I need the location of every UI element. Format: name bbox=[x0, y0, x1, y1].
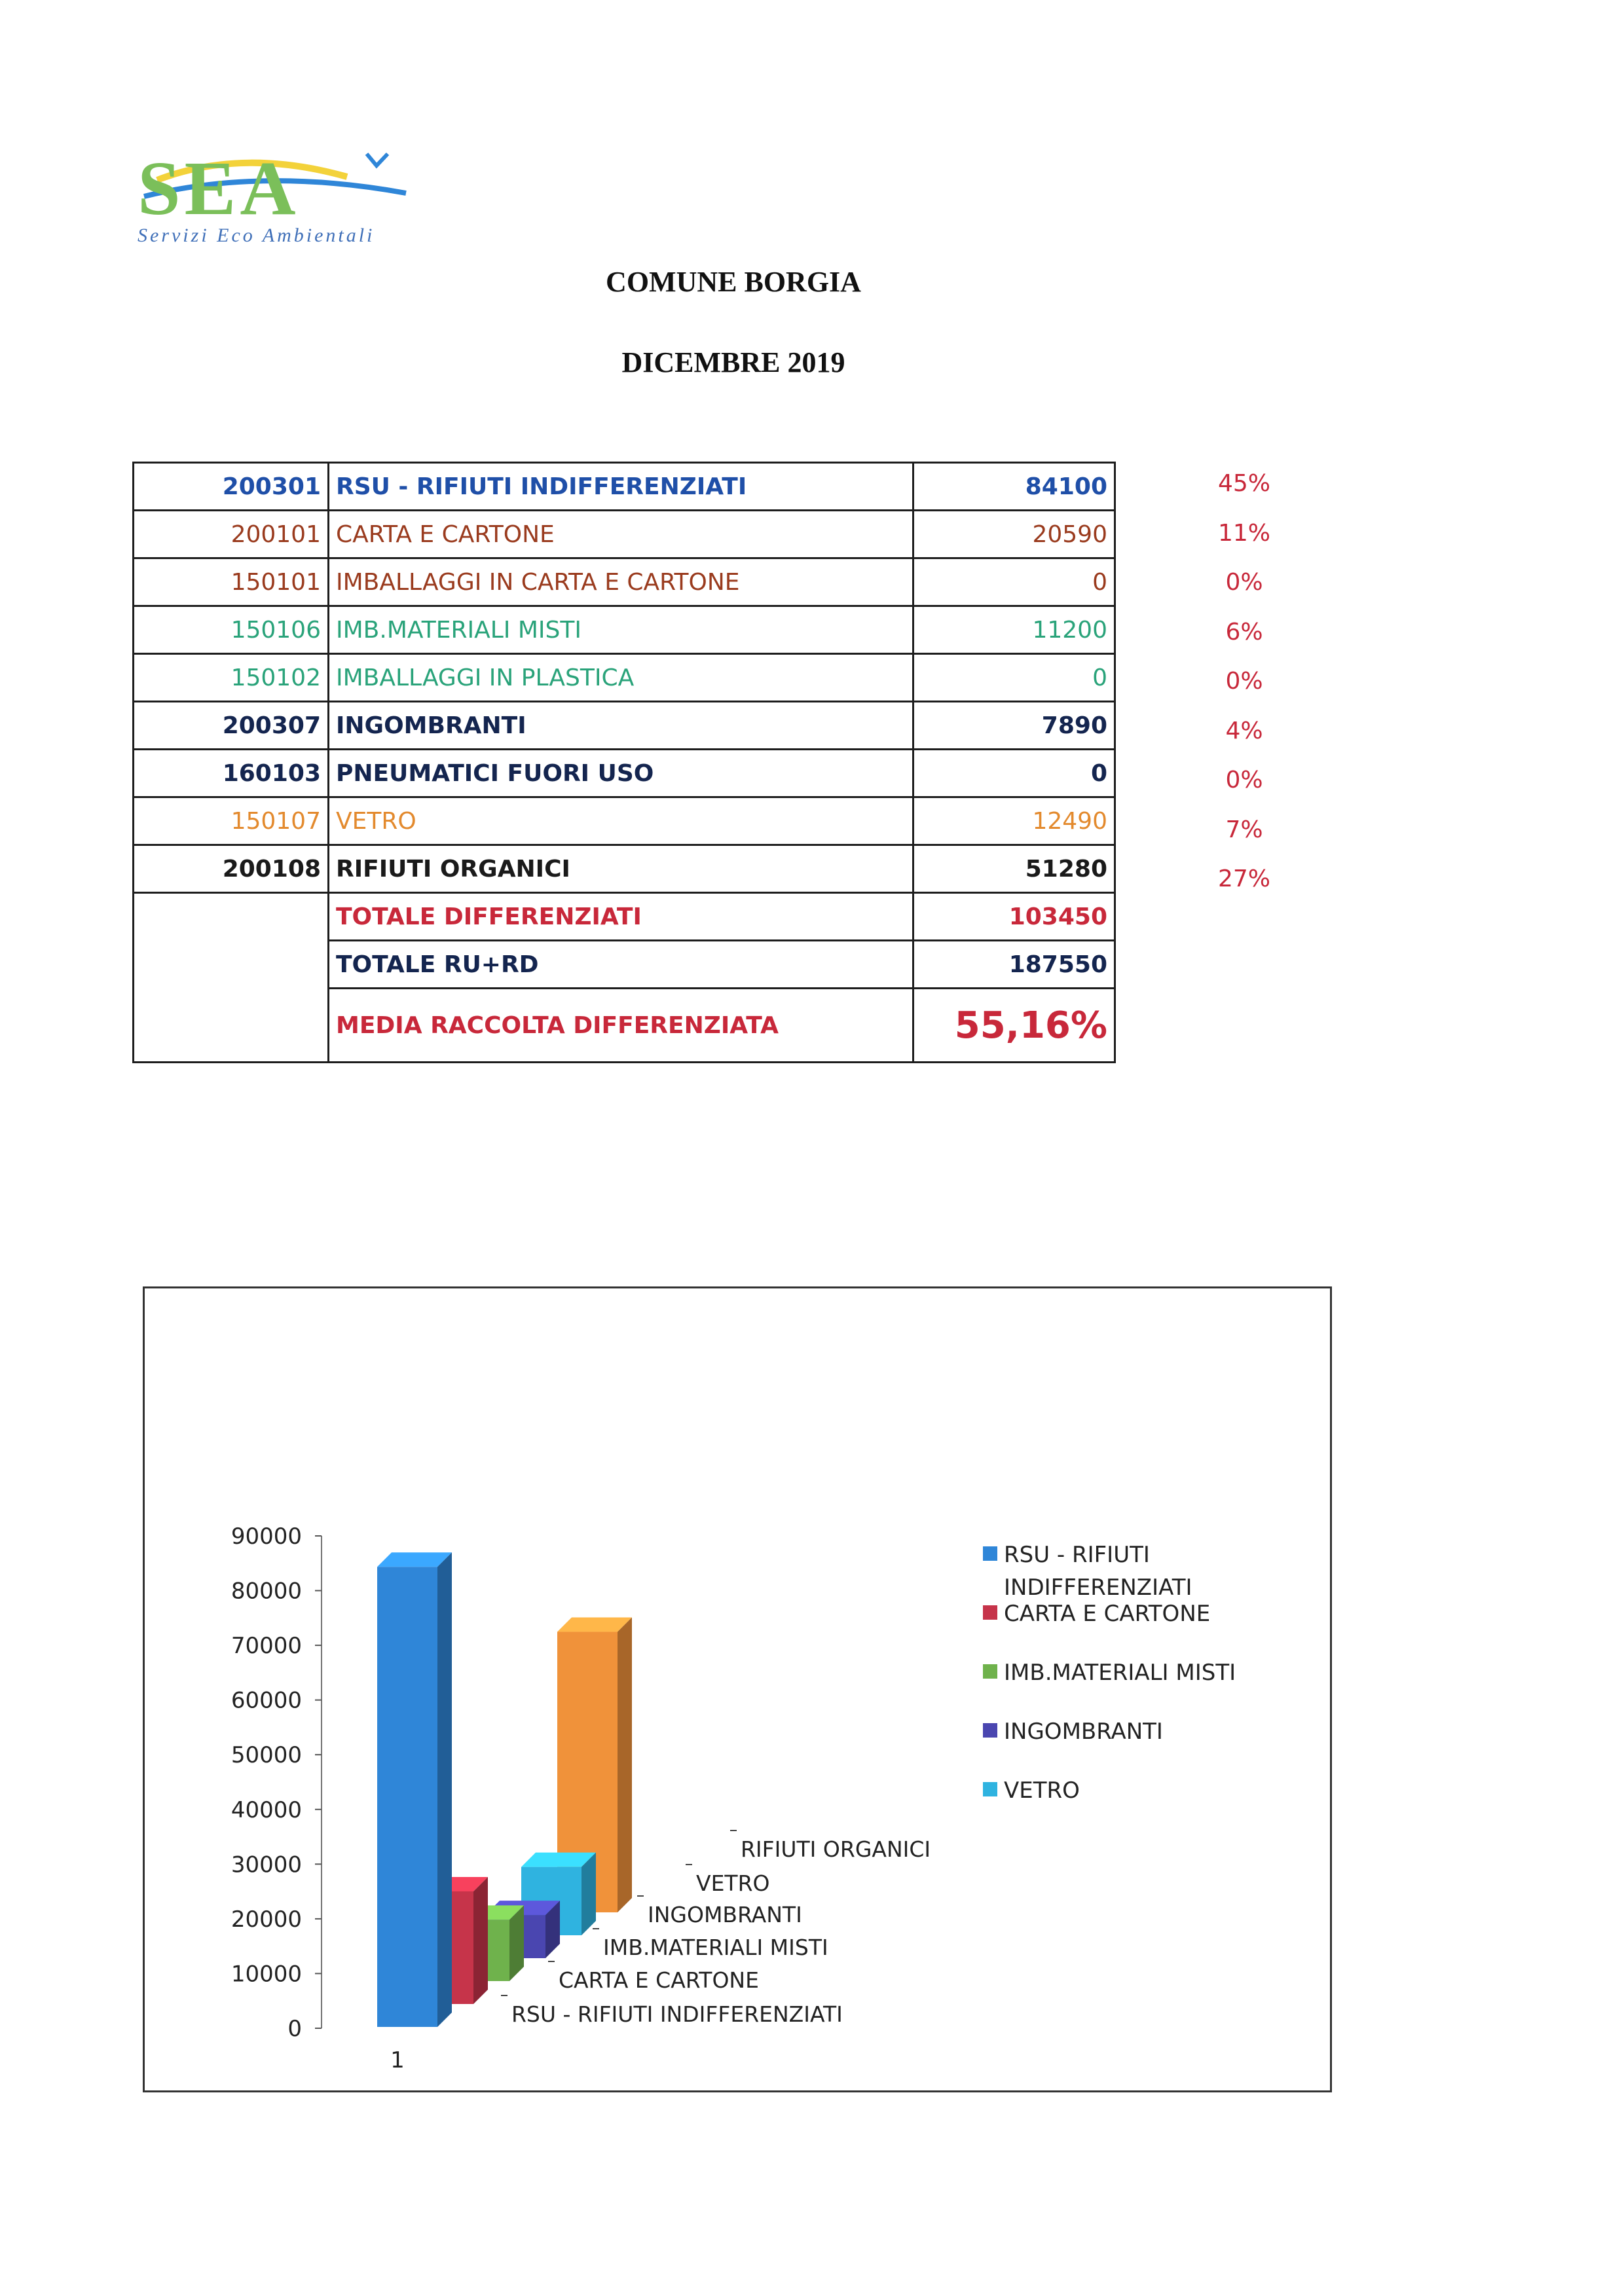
totale-differenziati-value: 103450 bbox=[913, 893, 1115, 941]
depth-axis-label: RSU - RIFIUTI INDIFFERENZIATI bbox=[511, 2001, 843, 2027]
logo-tagline: Servizi Eco Ambientali bbox=[138, 225, 375, 246]
cer-code-cell: 160103 bbox=[134, 750, 329, 797]
waste-table-body bbox=[134, 463, 1115, 893]
value-cell: 0 bbox=[913, 654, 1115, 702]
y-tick-label: 80000 bbox=[231, 1578, 302, 1605]
table-row bbox=[134, 463, 1115, 511]
table-row bbox=[134, 702, 1115, 750]
y-tick-label: 20000 bbox=[231, 1906, 302, 1933]
cer-code-cell: 150107 bbox=[134, 797, 329, 845]
chart-frame bbox=[143, 1286, 1332, 2092]
depth-axis-label: VETRO bbox=[696, 1870, 770, 1896]
cer-code-cell: 200108 bbox=[134, 845, 329, 893]
legend-swatch bbox=[983, 1723, 997, 1738]
y-tick-label: 40000 bbox=[231, 1796, 302, 1823]
y-tick-label: 30000 bbox=[231, 1851, 302, 1878]
depth-axis-label: IMB.MATERIALI MISTI bbox=[603, 1935, 828, 1960]
description-cell: INGOMBRANTI bbox=[329, 702, 913, 750]
table-row bbox=[134, 558, 1115, 606]
bar-side bbox=[437, 1552, 452, 2027]
value-cell: 0 bbox=[913, 750, 1115, 797]
legend-swatch bbox=[983, 1664, 997, 1679]
media-value: 55,16% bbox=[913, 989, 1115, 1063]
legend-label: RSU - RIFIUTI INDIFFERENZIATI bbox=[1004, 1542, 1192, 1601]
sea-logo bbox=[131, 141, 458, 259]
description-cell: VETRO bbox=[329, 797, 913, 845]
value-cell: 84100 bbox=[913, 463, 1115, 511]
percentage-label: 4% bbox=[1225, 717, 1263, 744]
legend-label: INGOMBRANTI bbox=[1004, 1719, 1163, 1745]
percentage-label: 27% bbox=[1217, 866, 1270, 892]
waste-table bbox=[132, 462, 1116, 1063]
legend-swatch bbox=[983, 1546, 997, 1561]
sea-logo-graphic bbox=[131, 141, 458, 226]
cer-code-cell: 200101 bbox=[134, 511, 329, 558]
table-row bbox=[134, 654, 1115, 702]
bar-side bbox=[618, 1618, 632, 1912]
legend-label: VETRO bbox=[1004, 1777, 1080, 1804]
description-cell: RIFIUTI ORGANICI bbox=[329, 845, 913, 893]
description-cell: IMBALLAGGI IN PLASTICA bbox=[329, 654, 913, 702]
cer-code-cell: 150102 bbox=[134, 654, 329, 702]
percentage-label: 6% bbox=[1225, 618, 1263, 646]
value-cell: 12490 bbox=[913, 797, 1115, 845]
y-tick-label: 50000 bbox=[231, 1742, 302, 1769]
percentage-label: 45% bbox=[1217, 470, 1270, 497]
blank-cell bbox=[134, 893, 329, 1063]
table-row bbox=[134, 511, 1115, 558]
cer-code-cell: 200307 bbox=[134, 702, 329, 750]
table-row bbox=[134, 797, 1115, 845]
y-tick-label: 90000 bbox=[231, 1523, 302, 1550]
bar-chart-3d bbox=[145, 1288, 1330, 2090]
bar bbox=[377, 1567, 437, 2027]
percentage-label: 0% bbox=[1225, 569, 1263, 596]
totale-ru-rd-value: 187550 bbox=[913, 941, 1115, 989]
percentage-label: 0% bbox=[1225, 668, 1263, 695]
value-cell: 20590 bbox=[913, 511, 1115, 558]
cer-code-cell: 150101 bbox=[134, 558, 329, 606]
legend-label: IMB.MATERIALI MISTI bbox=[1004, 1660, 1236, 1686]
percentage-label: 0% bbox=[1225, 767, 1263, 793]
y-tick-label: 60000 bbox=[231, 1687, 302, 1714]
bar-side bbox=[473, 1877, 488, 2004]
legend-label: CARTA E CARTONE bbox=[1004, 1601, 1211, 1627]
description-cell: IMBALLAGGI IN CARTA E CARTONE bbox=[329, 558, 913, 606]
table-row bbox=[134, 606, 1115, 654]
document-title: COMUNE BORGIA bbox=[606, 266, 861, 298]
depth-axis-label: CARTA E CARTONE bbox=[559, 1967, 759, 1993]
bar-side bbox=[581, 1853, 596, 1935]
value-cell: 7890 bbox=[913, 702, 1115, 750]
totale-ru-rd-label: TOTALE RU+RD bbox=[329, 941, 913, 989]
x-category-label: 1 bbox=[390, 2047, 405, 2073]
media-label: MEDIA RACCOLTA DIFFERENZIATA bbox=[329, 989, 913, 1063]
y-tick-label: 10000 bbox=[231, 1961, 302, 1988]
percentage-label: 7% bbox=[1225, 816, 1263, 843]
description-cell: RSU - RIFIUTI INDIFFERENZIATI bbox=[329, 463, 913, 511]
cer-code-cell: 200301 bbox=[134, 463, 329, 511]
totale-differenziati-label: TOTALE DIFFERENZIATI bbox=[329, 893, 913, 941]
document-subtitle: DICEMBRE 2019 bbox=[621, 346, 845, 378]
legend-swatch bbox=[983, 1782, 997, 1796]
description-cell: CARTA E CARTONE bbox=[329, 511, 913, 558]
value-cell: 11200 bbox=[913, 606, 1115, 654]
percentage-label: 11% bbox=[1217, 519, 1270, 547]
table-row bbox=[134, 845, 1115, 893]
cer-code-cell: 150106 bbox=[134, 606, 329, 654]
y-tick-label: 70000 bbox=[231, 1633, 302, 1660]
description-cell: PNEUMATICI FUORI USO bbox=[329, 750, 913, 797]
table-row bbox=[134, 750, 1115, 797]
legend-swatch bbox=[983, 1605, 997, 1620]
totale-differenziati-row bbox=[134, 893, 1115, 941]
y-tick-label: 0 bbox=[287, 2016, 302, 2042]
depth-axis-label: INGOMBRANTI bbox=[648, 1902, 802, 1927]
svg-text:SEA: SEA bbox=[138, 145, 300, 226]
depth-axis-label: RIFIUTI ORGANICI bbox=[741, 1836, 931, 1862]
value-cell: 0 bbox=[913, 558, 1115, 606]
value-cell: 51280 bbox=[913, 845, 1115, 893]
description-cell: IMB.MATERIALI MISTI bbox=[329, 606, 913, 654]
